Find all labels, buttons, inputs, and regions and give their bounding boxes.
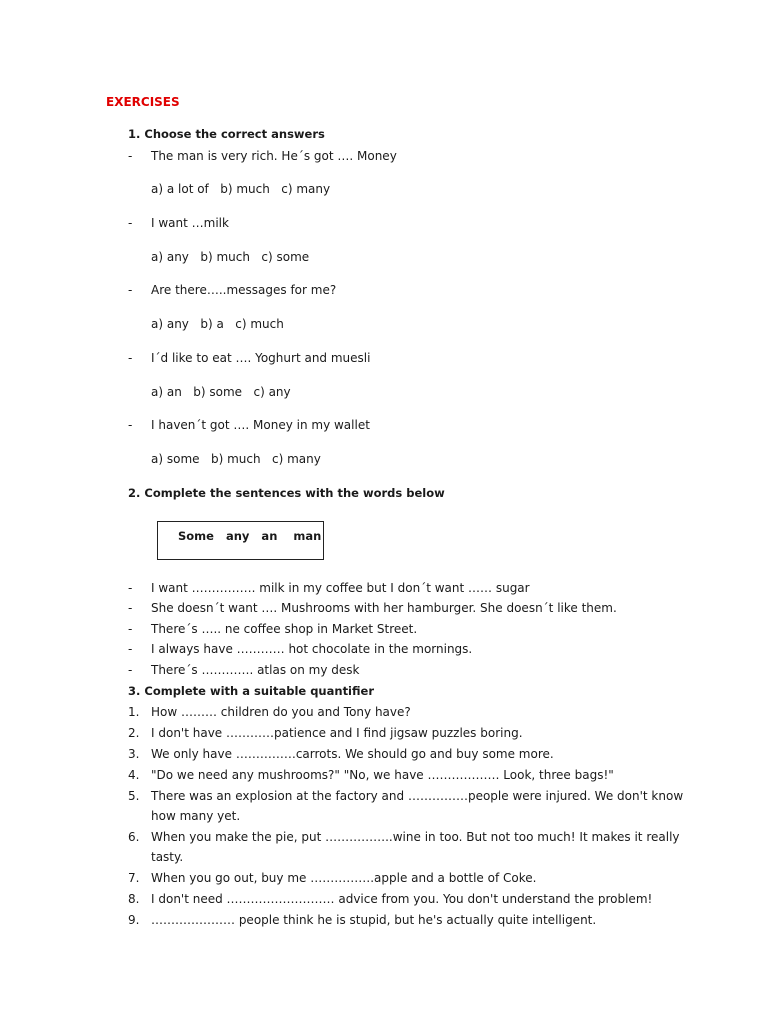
exercise-1-title: 1. Choose the correct answers: [128, 127, 325, 141]
exercise-2-sentence-2: She doesn´t want …. Mushrooms with her hamburger. She doesn´t like them.: [151, 601, 617, 615]
page-heading: EXERCISES: [106, 95, 180, 109]
list-marker: -: [128, 601, 133, 615]
exercise-2-title: 2. Complete the sentences with the words below: [128, 486, 445, 500]
exercise-1-question-4: I´d like to eat …. Yoghurt and muesli: [151, 351, 371, 365]
item-number: 2.: [128, 726, 140, 740]
item-number: 7.: [128, 871, 140, 885]
list-marker: -: [128, 622, 133, 636]
exercise-1-options-3: a) any b) a c) much: [151, 317, 284, 331]
exercise-3-item-1: How ……… children do you and Tony have?: [151, 705, 411, 719]
exercise-3-item-5-line-2: how many yet.: [151, 809, 241, 823]
list-marker: -: [128, 418, 133, 432]
item-number: 5.: [128, 789, 140, 803]
list-marker: -: [128, 351, 133, 365]
exercise-3-item-2: I don't have …………patience and I find jigsaw puzzles boring.: [151, 726, 523, 740]
exercise-1-question-2: I want …milk: [151, 216, 229, 230]
exercise-3-item-3: We only have ……………carrots. We should go and buy some more.: [151, 747, 554, 761]
exercise-2-sentence-5: There´s …………. atlas on my desk: [151, 663, 360, 677]
exercise-1-options-5: a) some b) much c) many: [151, 452, 321, 466]
exercise-3-item-6-line-2: tasty.: [151, 850, 184, 864]
exercise-3-item-5-line-1: There was an explosion at the factory and ……………people were injured. We don't know: [151, 789, 684, 803]
exercise-3-item-4: "Do we need any mushrooms?" "No, we have ……………… Look, three bags!": [151, 768, 614, 782]
exercise-2-sentence-4: I always have ………… hot chocolate in the mornings.: [151, 642, 473, 656]
list-marker: -: [128, 149, 133, 163]
exercise-3-item-9: ………………… people think he is stupid, but he's actually quite intelligent.: [151, 913, 597, 927]
list-marker: -: [128, 581, 133, 595]
item-number: 8.: [128, 892, 140, 906]
exercise-1-question-1: The man is very rich. He´s got …. Money: [151, 149, 397, 163]
exercise-1-question-5: I haven´t got …. Money in my wallet: [151, 418, 370, 432]
word-box-text: Some any an man: [178, 529, 322, 543]
list-marker: -: [128, 283, 133, 297]
exercise-2-sentence-1: I want ……………. milk in my coffee but I don´t want …… sugar: [151, 581, 530, 595]
exercise-1-question-3: Are there…..messages for me?: [151, 283, 337, 297]
item-number: 6.: [128, 830, 140, 844]
item-number: 1.: [128, 705, 140, 719]
exercise-3-item-8: I don't need ……………………… advice from you. You don't understand the problem!: [151, 892, 653, 906]
list-marker: -: [128, 642, 133, 656]
item-number: 3.: [128, 747, 140, 761]
exercise-1-options-1: a) a lot of b) much c) many: [151, 182, 331, 196]
exercise-2-sentence-3: There´s ….. ne coffee shop in Market Street.: [151, 622, 418, 636]
exercise-3-title: 3. Complete with a suitable quantifier: [128, 684, 374, 698]
word-box: [157, 521, 324, 560]
list-marker: -: [128, 216, 133, 230]
list-marker: -: [128, 663, 133, 677]
exercise-3-item-7: When you go out, buy me …………….apple and a bottle of Coke.: [151, 871, 537, 885]
exercise-1-options-4: a) an b) some c) any: [151, 385, 291, 399]
exercise-3-item-6-line-1: When you make the pie, put ……………..wine in too. But not too much! It makes it really: [151, 830, 680, 844]
item-number: 9.: [128, 913, 140, 927]
exercise-1-options-2: a) any b) much c) some: [151, 250, 310, 264]
item-number: 4.: [128, 768, 140, 782]
